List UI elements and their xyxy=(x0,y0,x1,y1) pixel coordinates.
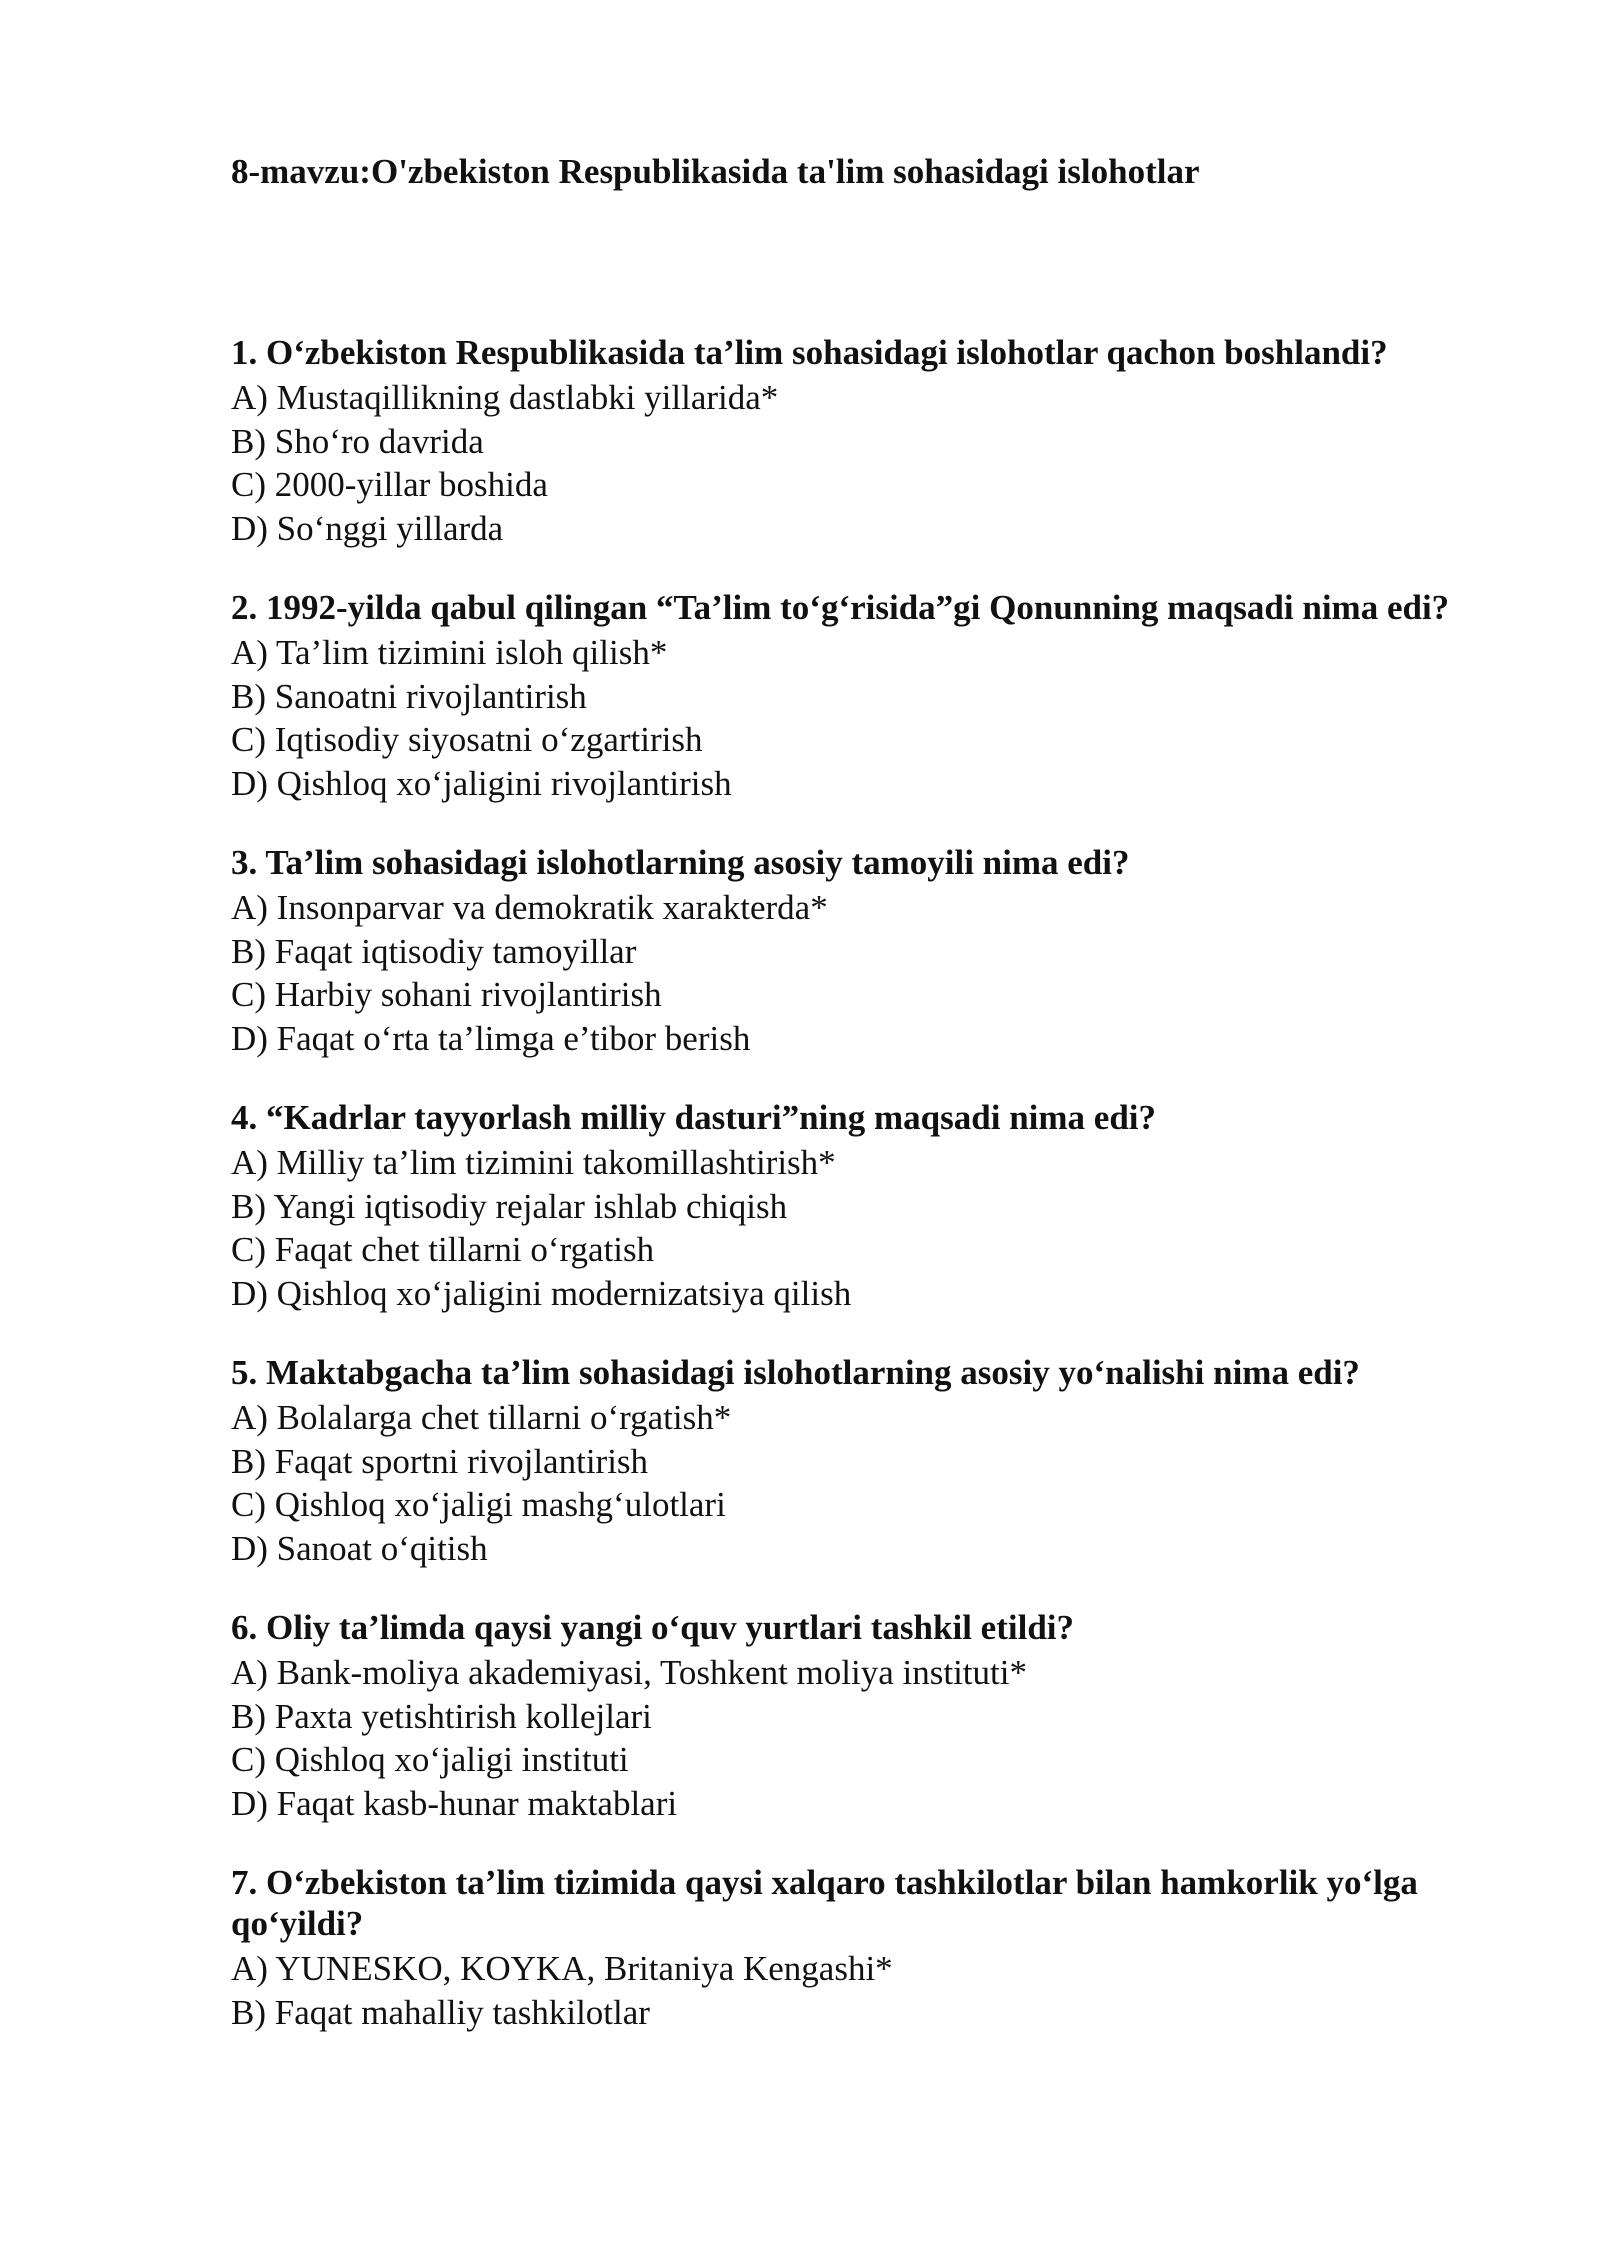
answer-option-a: A) Insonparvar va demokratik xarakterda* xyxy=(231,888,828,927)
answer-options xyxy=(231,376,1521,550)
answer-option-a: A) Bank-moliya akademiyasi, Toshkent moliya instituti* xyxy=(231,1653,1027,1692)
question-text: 4. “Kadrlar tayyorlash milliy dasturi”ning maqsadi nima edi? xyxy=(231,1098,1157,1137)
question-4 xyxy=(231,1097,1521,1315)
answer-options xyxy=(231,1947,1521,2034)
answer-option-b: B) Faqat mahalliy tashkilotlar xyxy=(231,1992,650,2032)
answer-option-c: C) Faqat chet tillarni o‘rgatish xyxy=(231,1230,655,1269)
question-3 xyxy=(231,842,1521,1060)
question-text: 2. 1992-yilda qabul qilingan “Ta’lim to‘g‘risida”gi Qonunning maqsadi nima edi? xyxy=(231,588,1450,627)
question-text: 6. Oliy ta’limda qaysi yangi o‘quv yurtlari tashkil etildi? xyxy=(231,1608,1075,1647)
answer-option-c: C) 2000-yillar boshida xyxy=(231,465,548,504)
answer-option-d: D) Faqat kasb-hunar maktablari xyxy=(231,1783,678,1823)
question-1 xyxy=(231,332,1521,550)
document-page xyxy=(231,150,1521,2071)
answer-options xyxy=(231,631,1521,805)
answer-options xyxy=(231,886,1521,1060)
answer-option-a: A) YUNESKO, KOYKA, Britaniya Kengashi* xyxy=(231,1949,893,1988)
answer-option-c: C) Qishloq xo‘jaligi mashg‘ulotlari xyxy=(231,1485,726,1524)
answer-option-b: B) Faqat sportni rivojlantirish xyxy=(231,1441,649,1481)
question-text: 7. O‘zbekiston ta’lim tizimida qaysi xalqaro tashkilotlar bilan hamkorlik yo‘lga qo‘yildi? xyxy=(231,1863,1418,1943)
answer-option-b: B) Faqat iqtisodiy tamoyillar xyxy=(231,931,637,971)
answer-option-b: B) Yangi iqtisodiy rejalar ishlab chiqish xyxy=(231,1186,788,1226)
answer-option-b: B) Sanoatni rivojlantirish xyxy=(231,676,587,716)
answer-option-b: B) Sho‘ro davrida xyxy=(231,421,484,461)
answer-options xyxy=(231,1396,1521,1570)
answer-option-a: A) Milliy ta’lim tizimini takomillashtirish* xyxy=(231,1143,836,1182)
answer-option-a: A) Mustaqillikning dastlabki yillarida* xyxy=(231,378,779,417)
question-6 xyxy=(231,1607,1521,1825)
answer-option-d: D) Qishloq xo‘jaligini rivojlantirish xyxy=(231,763,732,803)
answer-option-c: C) Harbiy sohani rivojlantirish xyxy=(231,975,662,1014)
document-title: 8-mavzu:O'zbekiston Respublikasida ta'lim sohasidagi islohotlar xyxy=(231,152,1200,191)
answer-option-d: D) Sanoat o‘qitish xyxy=(231,1528,488,1568)
answer-option-b: B) Paxta yetishtirish kollejlari xyxy=(231,1696,652,1736)
question-text: 5. Maktabgacha ta’lim sohasidagi islohotlarning asosiy yo‘nalishi nima edi? xyxy=(231,1353,1360,1392)
question-text: 1. O‘zbekiston Respublikasida ta’lim sohasidagi islohotlar qachon boshlandi? xyxy=(231,333,1388,372)
question-5 xyxy=(231,1352,1521,1570)
answer-option-c: C) Qishloq xo‘jaligi instituti xyxy=(231,1740,629,1779)
answer-option-c: C) Iqtisodiy siyosatni o‘zgartirish xyxy=(231,720,703,759)
answer-option-a: A) Ta’lim tizimini isloh qilish* xyxy=(231,633,668,672)
answer-option-d: D) Qishloq xo‘jaligini modernizatsiya qilish xyxy=(231,1273,852,1313)
question-2 xyxy=(231,587,1521,805)
answer-option-d: D) So‘nggi yillarda xyxy=(231,508,504,548)
answer-options xyxy=(231,1141,1521,1315)
question-list xyxy=(231,332,1521,2034)
question-7 xyxy=(231,1862,1521,2034)
answer-options xyxy=(231,1651,1521,1825)
answer-option-d: D) Faqat o‘rta ta’limga e’tibor berish xyxy=(231,1018,751,1058)
answer-option-a: A) Bolalarga chet tillarni o‘rgatish* xyxy=(231,1398,732,1437)
question-text: 3. Ta’lim sohasidagi islohotlarning asosiy tamoyili nima edi? xyxy=(231,843,1130,882)
